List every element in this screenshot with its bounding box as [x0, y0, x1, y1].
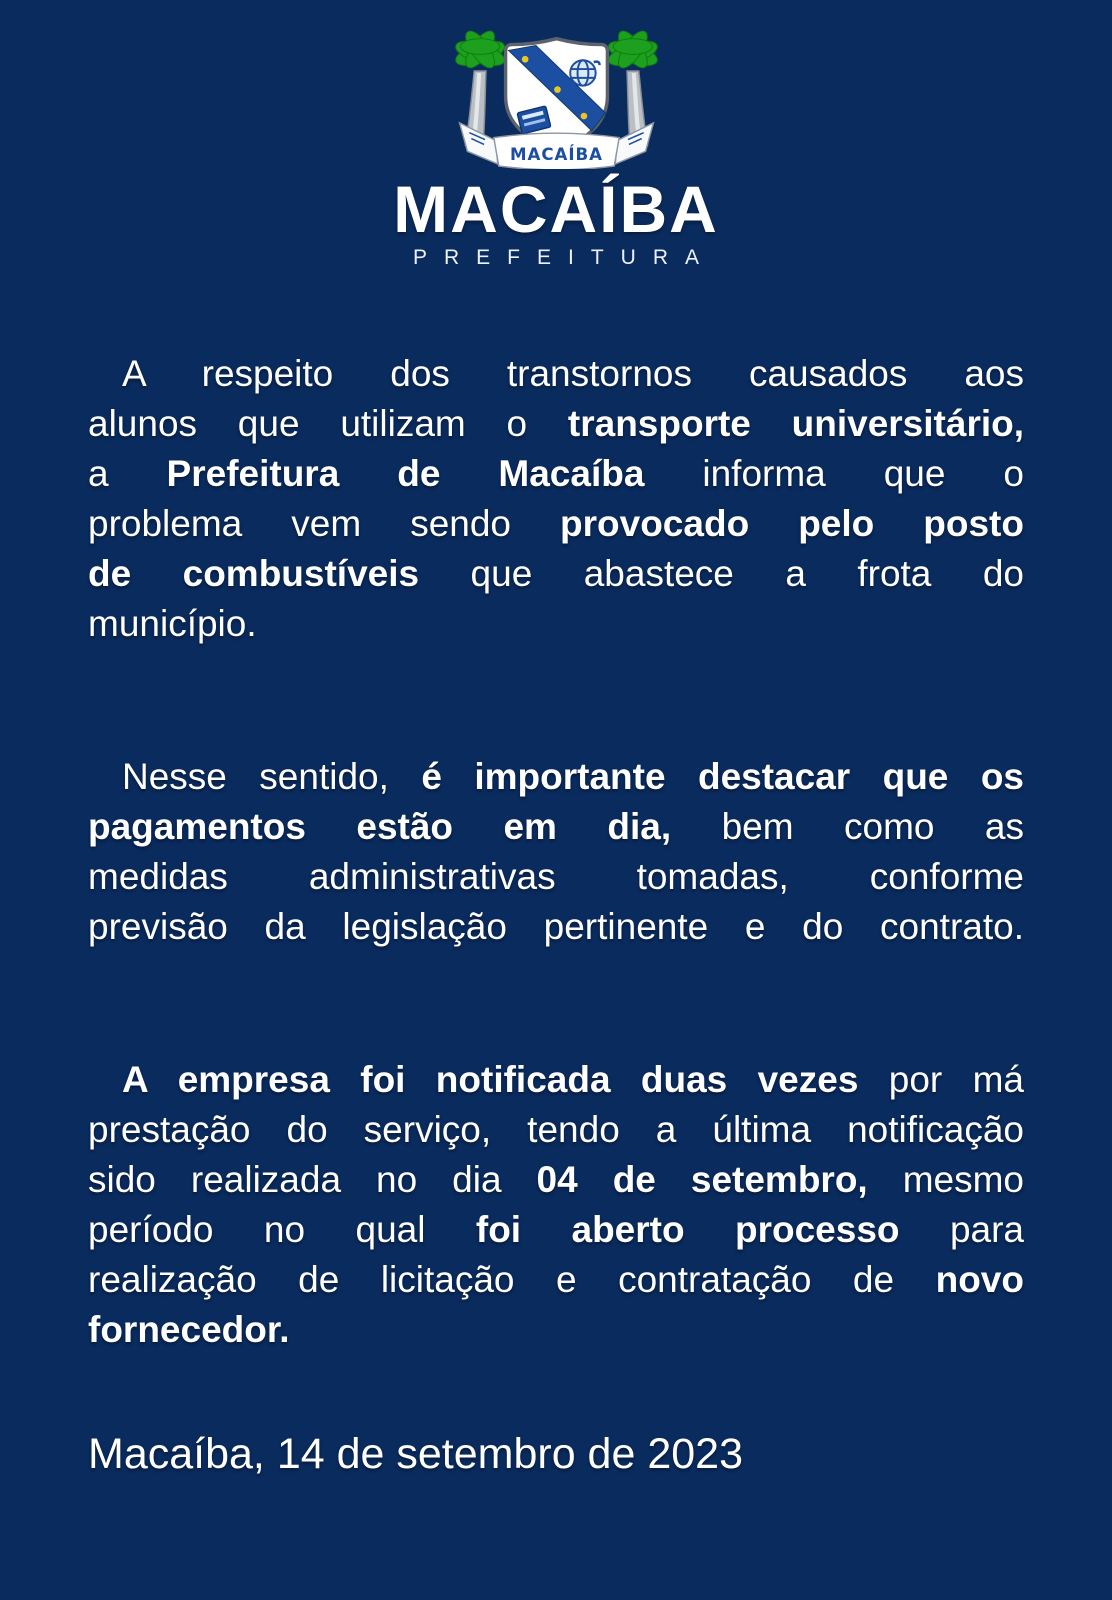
bold-text-segment: Prefeitura de Macaíba — [166, 453, 645, 494]
text-line — [88, 499, 1024, 549]
text-segment: problema vem sendo — [88, 503, 561, 544]
text-segment: para — [899, 1209, 1024, 1250]
text-segment: A respeito dos transtornos causados aos — [122, 353, 1024, 394]
logo-block — [0, 20, 1112, 269]
coat-of-arms — [439, 20, 674, 169]
text-line — [88, 852, 1024, 902]
crest-banner-text: MACAÍBA — [509, 145, 603, 165]
text-line — [88, 1255, 1024, 1305]
bold-text-segment: novo — [935, 1259, 1024, 1300]
text-line — [88, 902, 1024, 952]
text-line — [88, 549, 1024, 599]
text-line — [88, 599, 1024, 649]
text-line — [88, 449, 1024, 499]
text-segment: prestação do serviço, tendo a última notificação — [88, 1109, 1024, 1150]
text-segment: sido realizada no dia — [88, 1159, 537, 1200]
text-line — [88, 1205, 1024, 1255]
text-line — [88, 1155, 1024, 1205]
bold-text-segment: provocado pelo posto — [560, 503, 1024, 544]
text-line — [88, 1055, 1024, 1105]
text-segment: bem como as — [671, 806, 1024, 847]
wordmark-macaiba: MACAÍBA — [393, 172, 719, 246]
text-line — [88, 752, 1024, 802]
text-segment: período no qual — [88, 1209, 476, 1250]
text-segment: Nesse sentido, — [122, 756, 422, 797]
bold-text-segment: 04 de setembro, — [536, 1159, 868, 1200]
announcement-paragraph — [88, 752, 1024, 952]
text-segment: por má — [858, 1059, 1024, 1100]
dateline: Macaíba, 14 de setembro de 2023 — [88, 1430, 743, 1478]
announcement-paragraph — [88, 349, 1024, 649]
text-segment: previsão da legislação pertinente e do contrato. — [88, 906, 1024, 947]
bold-text-segment: é importante destacar que os — [421, 756, 1025, 797]
announcement-paragraph — [88, 1055, 1024, 1355]
text-line — [88, 1105, 1024, 1155]
announcement-body — [88, 349, 1024, 1355]
wordmark-prefeitura: PREFEITURA — [412, 246, 716, 269]
text-segment: mesmo — [867, 1159, 1024, 1200]
bold-text-segment: de combustíveis — [88, 553, 420, 594]
bold-text-segment: A empresa foi notificada duas vezes — [122, 1059, 859, 1100]
bold-text-segment: fornecedor. — [88, 1309, 290, 1350]
text-segment: informa que o — [644, 453, 1024, 494]
text-line — [88, 399, 1024, 449]
text-segment: município. — [88, 603, 257, 644]
bold-text-segment: transporte universitário, — [567, 403, 1024, 444]
text-segment: medidas administrativas tomadas, conforme — [88, 856, 1024, 897]
text-segment: alunos que utilizam o — [88, 403, 568, 444]
bold-text-segment: pagamentos estão em dia, — [88, 806, 672, 847]
text-segment: que abastece a frota do — [419, 553, 1024, 594]
text-line — [88, 349, 1024, 399]
text-segment: realização de licitação e contratação de — [88, 1259, 936, 1300]
text-line — [88, 1305, 1024, 1355]
bold-text-segment: foi aberto processo — [475, 1209, 900, 1250]
text-segment: a — [88, 453, 167, 494]
text-line — [88, 802, 1024, 852]
